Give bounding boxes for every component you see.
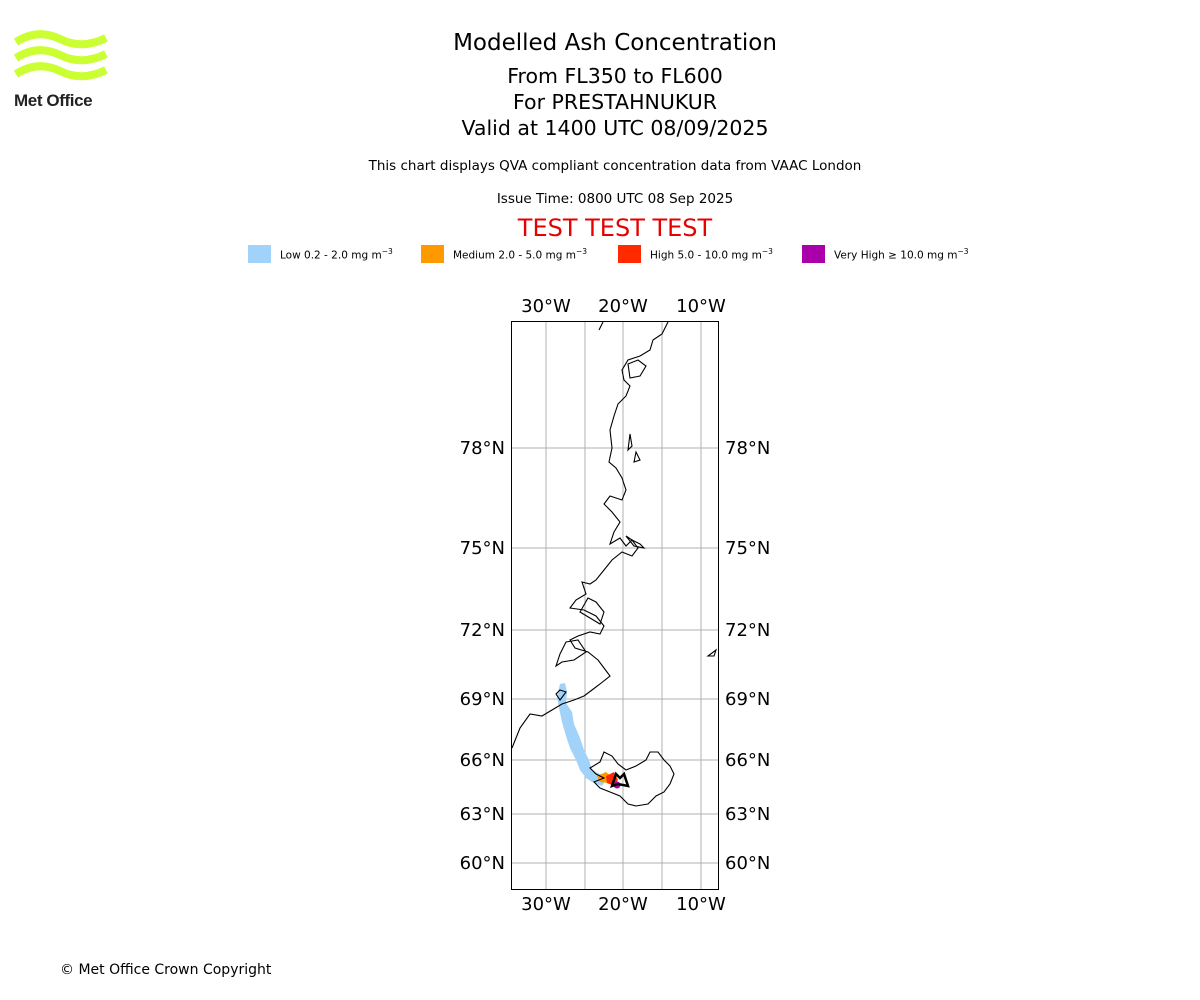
lat-tick-right-66n: 66°N (725, 750, 771, 771)
lat-tick-left-66n: 66°N (459, 750, 505, 771)
map-frame (512, 322, 719, 890)
legend-label-low: Low 0.2 - 2.0 mg $m^{-3}$ (280, 247, 393, 262)
volcano-name: For PRESTAHNUKUR (513, 90, 717, 114)
lat-tick-left-69n: 69°N (459, 689, 505, 710)
latitude-labels-right (725, 438, 770, 874)
lon-tick-bottom-30w: 30°W (521, 894, 571, 915)
legend-label-high: High 5.0 - 10.0 mg $m^{-3}$ (650, 247, 773, 262)
lat-tick-right-72n: 72°N (725, 620, 771, 641)
chart-description: This chart displays QVA compliant concentration data from VAAC London (368, 158, 862, 174)
test-banner: TEST TEST TEST (517, 214, 713, 242)
logo-text: Met Office (14, 91, 93, 110)
copyright-notice: © Met Office Crown Copyright (60, 962, 272, 978)
lon-tick-top-30w: 30°W (521, 296, 571, 317)
lat-tick-right-63n: 63°N (725, 804, 771, 825)
longitude-labels-bottom (521, 894, 726, 915)
lon-tick-bottom-20w: 20°W (598, 894, 648, 915)
latitude-labels-left (460, 438, 505, 874)
flight-levels: From FL350 to FL600 (507, 64, 723, 88)
ash-low-region (557, 683, 606, 786)
lat-tick-left-78n: 78°N (459, 438, 505, 459)
lon-tick-top-10w: 10°W (676, 296, 726, 317)
lat-tick-right-75n: 75°N (725, 538, 771, 559)
issue-time: Issue Time: 0800 UTC 08 Sep 2025 (496, 191, 734, 207)
lon-tick-bottom-10w: 10°W (676, 894, 726, 915)
lat-tick-left-63n: 63°N (459, 804, 505, 825)
volcano-marker-icon (612, 774, 628, 786)
valid-time: Valid at 1400 UTC 08/09/2025 (461, 116, 769, 140)
lon-tick-top-20w: 20°W (598, 296, 648, 317)
coastlines (512, 322, 716, 806)
lat-tick-right-78n: 78°N (725, 438, 771, 459)
legend-label-very-high: Very High ≥ 10.0 mg $m^{-3}$ (834, 247, 969, 262)
lat-tick-right-60n: 60°N (725, 853, 771, 874)
lat-tick-left-60n: 60°N (459, 853, 505, 874)
lat-tick-left-75n: 75°N (459, 538, 505, 559)
lat-tick-right-69n: 69°N (725, 689, 771, 710)
longitude-labels-top (521, 296, 726, 317)
map-gridlines (512, 322, 718, 889)
legend-label-medium: Medium 2.0 - 5.0 mg $m^{-3}$ (453, 247, 588, 262)
lat-tick-left-72n: 72°N (459, 620, 505, 641)
chart-title: Modelled Ash Concentration (453, 30, 777, 56)
